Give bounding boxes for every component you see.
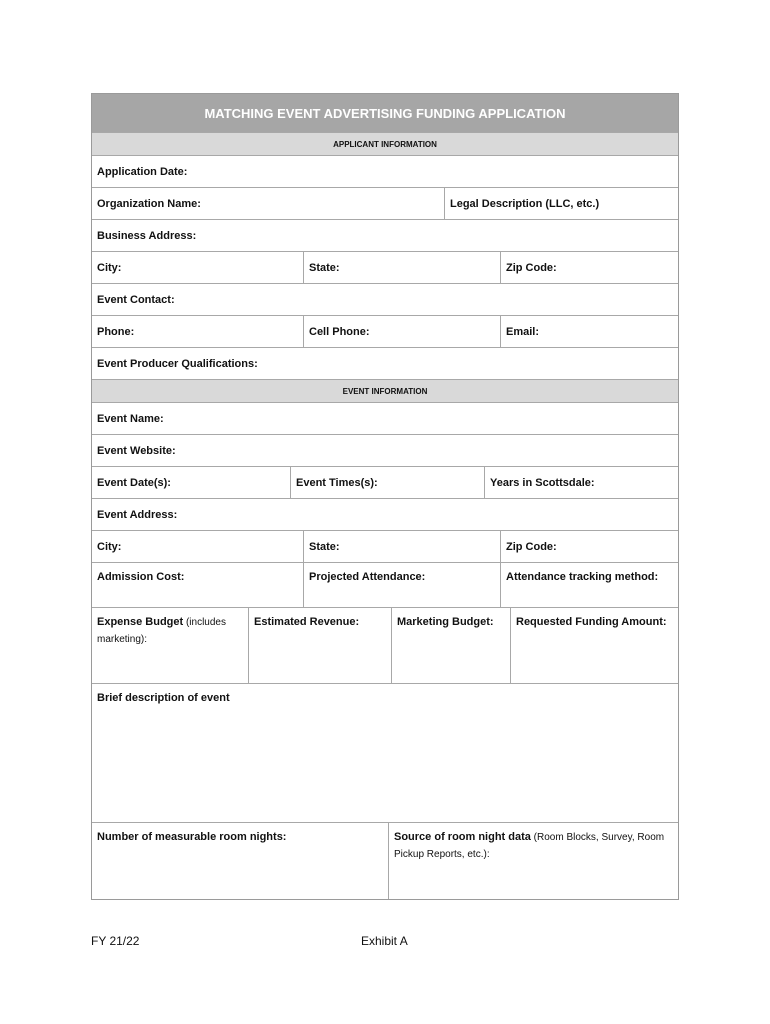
event-name-field[interactable]: Event Name:	[97, 412, 164, 425]
years-in-scottsdale-field[interactable]: Years in Scottsdale:	[484, 467, 678, 498]
event-website-row	[92, 434, 678, 466]
event-state-field[interactable]: State:	[303, 531, 500, 562]
applicant-zip-field[interactable]: Zip Code:	[500, 252, 678, 283]
organization-name-field[interactable]: Organization Name:	[97, 197, 201, 210]
cell-phone-field[interactable]: Cell Phone:	[303, 316, 500, 347]
budget-row	[92, 607, 678, 683]
room-nights-field[interactable]: Number of measurable room nights:	[97, 831, 287, 843]
business-address-row	[92, 219, 678, 251]
event-section-heading: EVENT INFORMATION	[92, 380, 678, 402]
event-address-field[interactable]: Event Address:	[97, 508, 178, 521]
description-row	[92, 683, 678, 822]
application-date-row	[92, 155, 678, 187]
attendance-tracking-field[interactable]: Attendance tracking method:	[500, 563, 678, 607]
form-title: MATCHING EVENT ADVERTISING FUNDING APPLICATION	[92, 94, 678, 132]
estimated-revenue-field[interactable]: Estimated Revenue:	[248, 608, 391, 683]
room-nights-row	[92, 822, 678, 899]
applicant-section-row	[92, 132, 678, 155]
event-dates-row	[92, 466, 678, 498]
source-room-night-label: Source of room night data	[394, 831, 531, 843]
applicant-city-field[interactable]: City:	[97, 261, 122, 274]
admission-cost-field[interactable]: Admission Cost:	[97, 571, 185, 583]
business-address-field[interactable]: Business Address:	[97, 229, 197, 242]
event-name-row	[92, 402, 678, 434]
legal-description-field[interactable]: Legal Description (LLC, etc.)	[444, 188, 678, 219]
event-zip-field[interactable]: Zip Code:	[500, 531, 678, 562]
event-address-row	[92, 498, 678, 530]
expense-budget-label: Expense Budget	[97, 616, 184, 628]
event-contact-row	[92, 283, 678, 315]
title-row	[92, 94, 678, 132]
projected-attendance-field[interactable]: Projected Attendance:	[303, 563, 500, 607]
event-contact-field[interactable]: Event Contact:	[97, 293, 175, 306]
admission-row	[92, 562, 678, 607]
phone-field[interactable]: Phone:	[97, 325, 135, 338]
producer-qualifications-field[interactable]: Event Producer Qualifications:	[97, 357, 258, 370]
marketing-budget-field[interactable]: Marketing Budget:	[391, 608, 510, 683]
event-website-field[interactable]: Event Website:	[97, 444, 176, 457]
brief-description-field[interactable]: Brief description of event	[97, 692, 230, 704]
applicant-city-row	[92, 251, 678, 283]
source-room-night-field[interactable]	[388, 823, 678, 899]
applicant-state-field[interactable]: State:	[303, 252, 500, 283]
event-city-row	[92, 530, 678, 562]
phone-row	[92, 315, 678, 347]
source-room-night-note: (Room Blocks, Survey, Room Pickup Reports, etc.):	[394, 832, 665, 860]
event-city-field[interactable]: City:	[97, 540, 122, 553]
application-date-field[interactable]: Application Date:	[97, 165, 188, 178]
exhibit-label: Exhibit A	[361, 934, 408, 948]
fiscal-year-label: FY 21/22	[91, 934, 140, 948]
event-section-row	[92, 379, 678, 402]
email-field[interactable]: Email:	[500, 316, 678, 347]
application-form	[91, 93, 679, 900]
expense-budget-field[interactable]	[92, 608, 248, 683]
event-times-field[interactable]: Event Times(s):	[290, 467, 484, 498]
applicant-section-heading: APPLICANT INFORMATION	[92, 133, 678, 155]
requested-funding-field[interactable]: Requested Funding Amount:	[510, 608, 678, 683]
event-dates-field[interactable]: Event Date(s):	[97, 476, 171, 489]
expense-budget-note: (includes marketing):	[97, 617, 226, 645]
producer-qualifications-row	[92, 347, 678, 379]
organization-row	[92, 187, 678, 219]
